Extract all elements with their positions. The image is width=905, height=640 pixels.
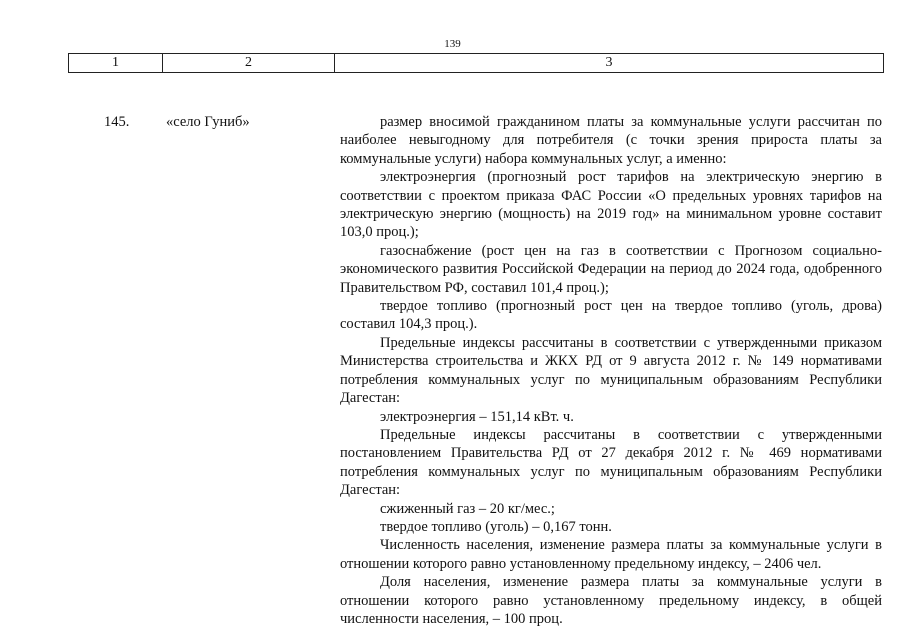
paragraph: электроэнергия – 151,14 кВт. ч. [380, 408, 574, 425]
paragraph: твердое топливо (прогнозный рост цен на твердое топливо (уголь, дрова) составил 104,3 проц.). [340, 298, 882, 333]
column-header-1: 1 [69, 54, 163, 73]
row-description [340, 113, 882, 628]
paragraph: Предельные индексы рассчитаны в соответствии с утвержденными приказом Министерства строительства и ЖКХ РД от 9 августа 2012 г. № 149 нормативами потребления коммунальных услуг по муниципальным образованиям Республики Дагестан: [340, 334, 882, 407]
paragraph: сжиженный газ – 20 кг/мес.; [380, 500, 555, 517]
paragraph: Предельные индексы рассчитаны в соответствии с утвержденными постановлением Правительства РД от 27 декабря 2012 г. № 469 нормативами потребления коммунальных услуг по муниципальным образованиям Республики Дагестан: [340, 426, 882, 499]
row-number: 145. [104, 114, 130, 130]
row-name: «село Гуниб» [166, 114, 250, 130]
page-number: 139 [444, 38, 461, 50]
paragraph: твердое топливо (уголь) – 0,167 тонн. [380, 518, 612, 535]
paragraph: размер вносимой гражданином платы за коммунальные услуги рассчитан по наиболее невыгодному для потребителя (с точки зрения прироста платы за коммунальные услуги) набора коммунальных услуг, а именно: [340, 114, 882, 167]
paragraph: Численность населения, изменение размера платы за коммунальные услуги в отношении которого равно установленному предельному индексу, – 2406 чел. [340, 537, 882, 572]
paragraph: Доля населения, изменение размера платы за коммунальные услуги в отношении которого равно установленному предельному индексу, в общей численности населения, – 100 проц. [340, 574, 882, 627]
column-header-row [69, 54, 884, 73]
column-header-table [68, 53, 884, 73]
paragraph: газоснабжение (рост цен на газ в соответствии с Прогнозом социально-экономического развития Российской Федерации на период до 2024 года, одобренного Правительством РФ, составил 101,4 проц.); [340, 242, 882, 296]
column-header-2: 2 [163, 54, 335, 73]
column-header-3: 3 [335, 54, 884, 73]
paragraph: электроэнергия (прогнозный рост тарифов на электрическую энергию в соответствии с проектом приказа ФАС России «О предельных уровнях тарифов на электрическую энергию (мощность) на 2019 год» на минимальном уровне составит 103,0 проц.); [340, 169, 882, 241]
